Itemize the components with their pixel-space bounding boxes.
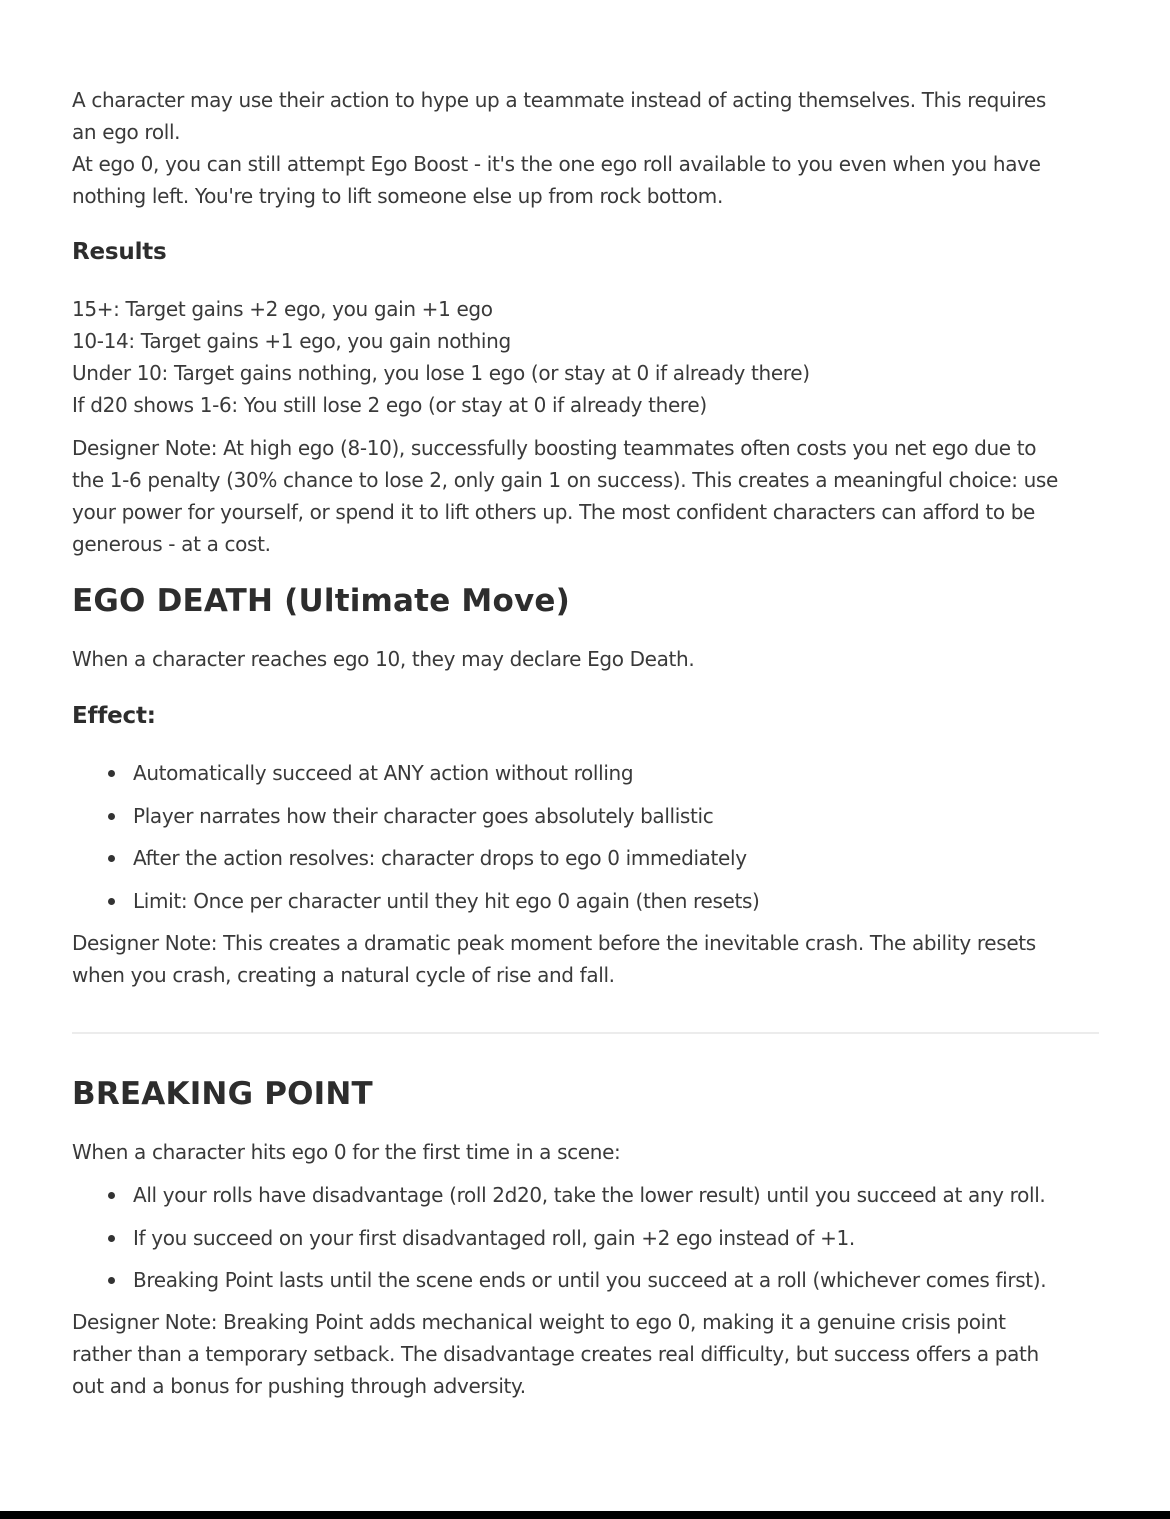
section-divider [72,1032,1099,1034]
intro-line: nothing left. You're trying to lift someone else up from rock bottom. [72,184,723,208]
list-item: If you succeed on your first disadvantaged roll, gain +2 ego instead of +1. [72,1222,1099,1254]
ego-death-heading: EGO DEATH (Ultimate Move) [72,583,570,619]
intro-line: an ego roll. [72,120,181,144]
designer-note-line: Designer Note: Breaking Point adds mechanical weight to ego 0, making it a genuine crisis point [72,1310,1006,1334]
bullet-icon [108,898,115,905]
intro-line: At ego 0, you can still attempt Ego Boost - it's the one ego roll available to you even when you have [72,152,1041,176]
ego-death-intro: When a character reaches ego 10, they may declare Ego Death. [72,647,695,671]
list-item: Limit: Once per character until they hit ego 0 again (then resets) [72,885,1099,917]
designer-note-line: Designer Note: This creates a dramatic peak moment before the inevitable crash. The ability resets [72,931,1036,955]
effect-heading: Effect: [72,703,156,729]
result-line: 15+: Target gains +2 ego, you gain +1 ego [72,297,493,321]
breaking-point-rules [0,1179,1099,1296]
result-line: If d20 shows 1-6: You still lose 2 ego (or stay at 0 if already there) [72,393,707,417]
bullet-icon [108,1192,115,1199]
designer-note-line: rather than a temporary setback. The disadvantage creates real difficulty, but success offers a path [72,1342,1039,1366]
bullet-icon [108,855,115,862]
list-item: Automatically succeed at ANY action without rolling [72,757,1099,789]
designer-note-line: when you crash, creating a natural cycle of rise and fall. [72,963,615,987]
ego-boost-intro [72,84,1099,212]
list-item: Breaking Point lasts until the scene ends or until you succeed at a roll (whichever comes first). [72,1264,1099,1296]
breaking-point-designer-note [72,1306,1099,1402]
breaking-point-intro: When a character hits ego 0 for the first time in a scene: [72,1140,621,1164]
designer-note-line: your power for yourself, or spend it to lift others up. The most confident characters can afford to be [72,500,1036,524]
results-heading: Results [72,239,167,265]
bullet-icon [108,1277,115,1284]
result-line: Under 10: Target gains nothing, you lose 1 ego (or stay at 0 if already there) [72,361,810,385]
list-item: Player narrates how their character goes absolutely ballistic [72,800,1099,832]
bullet-icon [108,1235,115,1242]
intro-line: A character may use their action to hype up a teammate instead of acting themselves. This requires [72,88,1046,112]
bullet-icon [108,813,115,820]
designer-note-line: out and a bonus for pushing through adversity. [72,1374,526,1398]
list-item: After the action resolves: character drops to ego 0 immediately [72,842,1099,874]
results-list [72,293,1099,421]
designer-note-line: the 1-6 penalty (30% chance to lose 2, only gain 1 on success). This creates a meaningful choice: use [72,468,1058,492]
bullet-icon [108,770,115,777]
designer-note-line: Designer Note: At high ego (8-10), successfully boosting teammates often costs you net ego due to [72,436,1037,460]
result-line: 10-14: Target gains +1 ego, you gain nothing [72,329,511,353]
ego-boost-designer-note [72,432,1099,560]
breaking-point-heading: BREAKING POINT [72,1076,373,1112]
list-item: All your rolls have disadvantage (roll 2d20, take the lower result) until you succeed at any roll. [72,1179,1099,1211]
effects-list [0,757,1099,917]
bottom-bar [0,1511,1170,1519]
ego-death-designer-note [72,927,1099,991]
designer-note-line: generous - at a cost. [72,532,271,556]
